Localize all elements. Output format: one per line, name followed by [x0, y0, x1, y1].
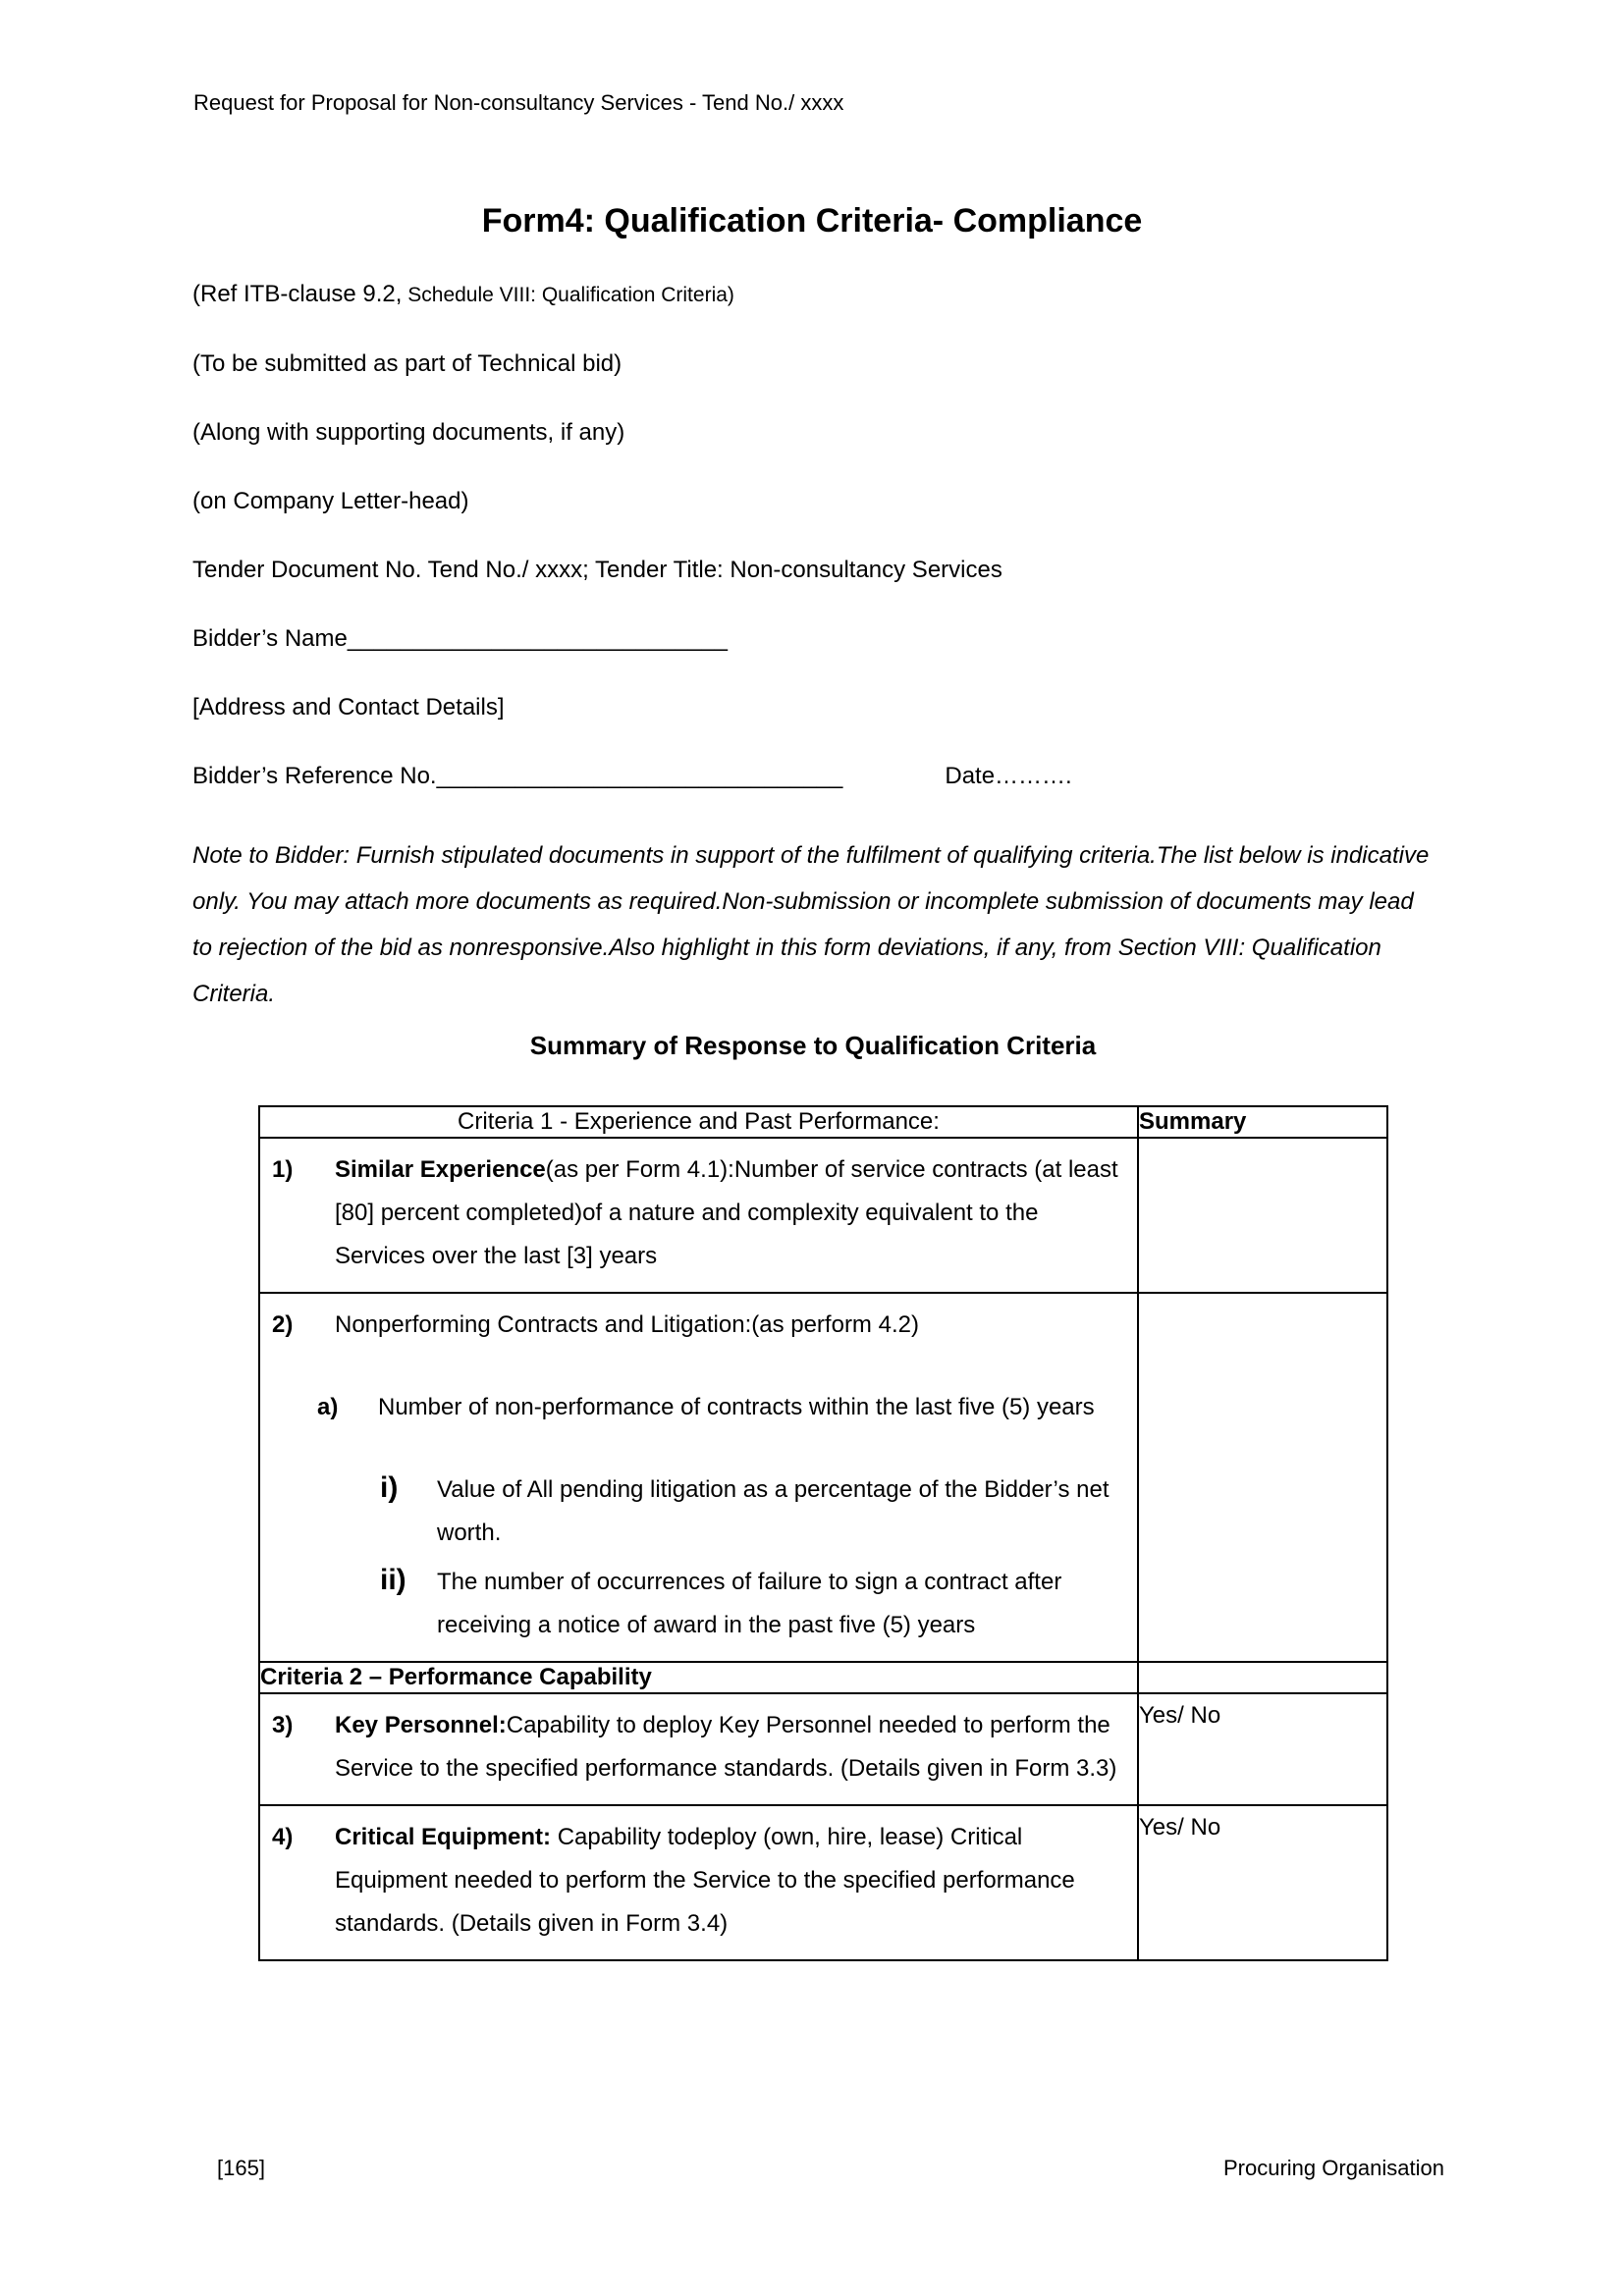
summary-header-cell: Summary [1138, 1106, 1387, 1138]
nonperforming-contracts-cell [259, 1293, 1138, 1662]
subitem-letter: a) [317, 1394, 339, 1420]
ref-itb-schedule: Schedule VIII: Qualification Criteria) [402, 284, 734, 306]
note-to-bidder: Note to Bidder: Furnish stipulated documents in support of the fulfilment of qualifying criteria.The list below is indicative only. You may attach more documents as required.Non-submission or incomplete submission of documents may lead to rejection of the bid as nonresponsive.Also highlight in this form deviations, if any, from Section VIII: Qualification Criteria. [192, 842, 1430, 1007]
bidder-name-blank: _____________________________ [347, 625, 728, 652]
table-row-criteria2-section [259, 1662, 1387, 1693]
table-header-row [259, 1106, 1387, 1138]
key-personnel-cell [259, 1693, 1138, 1805]
critical-equipment-cell [259, 1805, 1138, 1960]
document-body [192, 282, 1434, 1961]
similar-experience-summary-cell [1138, 1138, 1387, 1293]
technical-bid-line: (To be submitted as part of Technical bid) [192, 350, 623, 377]
page-number: [165] [217, 2156, 265, 2180]
item-number: 1) [272, 1156, 294, 1183]
tender-doc-line: Tender Document No. Tend No./ xxxx; Tender Title: Non-consultancy Services [192, 557, 1002, 583]
footer-organisation: Procuring Organisation [1222, 2156, 1444, 2180]
reference-no-label: Bidder’s Reference No. [192, 763, 437, 789]
ref-itb-line [192, 282, 1434, 308]
supporting-docs-line: (Along with supporting documents, if any) [192, 419, 625, 446]
running-header: Request for Proposal for Non-consultancy Services - Tend No./ xxxx [193, 90, 844, 115]
similar-experience-text: (as per Form 4.1):Number of service contracts (at least [80] percent completed)of a nature and complexity equivalent to the Services over the last [3] years [335, 1156, 1118, 1269]
critical-equipment-summary-cell: Yes/ No [1138, 1805, 1387, 1960]
item-number: 2) [272, 1311, 294, 1338]
similar-experience-bold: Similar Experience [335, 1156, 546, 1183]
critical-equipment-text: Capability todeploy (own, hire, lease) Critical Equipment needed to perform the Service to the specified performance standards. (Details given in Form 3.4) [335, 1824, 1075, 1937]
subitem-a-text: Number of non-performance of contracts within the last five (5) years [378, 1394, 1095, 1420]
table-row-critical-equipment [259, 1805, 1387, 1960]
criteria2-summary-cell [1138, 1662, 1387, 1693]
table-row-similar-experience [259, 1138, 1387, 1293]
key-personnel-text: Capability to deploy Key Personnel needed to perform the Service to the specified performance standards. (Details given in Form 3.3) [335, 1712, 1117, 1782]
table-row-key-personnel [259, 1693, 1387, 1805]
item-number: 3) [272, 1712, 294, 1738]
bidder-name-line [192, 626, 1434, 652]
subitem-i-text: Value of All pending litigation as a percentage of the Bidder’s net worth. [437, 1476, 1110, 1546]
criteria2-section-cell: Criteria 2 – Performance Capability [259, 1662, 1138, 1693]
key-personnel-bold: Key Personnel: [335, 1712, 507, 1738]
letterhead-line: (on Company Letter-head) [192, 488, 469, 514]
page-title: Form4: Qualification Criteria- Compliance [481, 202, 1143, 240]
bidder-name-label: Bidder’s Name [192, 625, 348, 652]
critical-equipment-bold: Critical Equipment: [335, 1824, 552, 1850]
ref-itb-main: (Ref ITB-clause 9.2, [192, 281, 403, 307]
similar-experience-cell [259, 1138, 1138, 1293]
table-row-nonperforming-contracts [259, 1293, 1387, 1662]
qualification-criteria-table [258, 1105, 1388, 1961]
item-number: 4) [272, 1824, 294, 1850]
date-label: Date………. [945, 763, 1072, 789]
summary-heading: Summary of Response to Qualification Criteria [529, 1031, 1097, 1060]
key-personnel-summary-cell: Yes/ No [1138, 1693, 1387, 1805]
criteria1-header-cell: Criteria 1 - Experience and Past Performance: [259, 1106, 1138, 1138]
reference-date-line [192, 764, 1434, 789]
subitem-ii-text: The number of occurrences of failure to sign a contract after receiving a notice of award in the past five (5) years [437, 1569, 1062, 1638]
subitem-roman-i: i) [380, 1471, 399, 1504]
subitem-roman-ii: ii) [380, 1564, 406, 1596]
reference-no-blank: _______________________________ [436, 763, 843, 789]
address-line: [Address and Contact Details] [192, 694, 505, 721]
nonperforming-contracts-summary-cell [1138, 1293, 1387, 1662]
nonperforming-contracts-text: Nonperforming Contracts and Litigation:(as perform 4.2) [335, 1311, 919, 1338]
reference-no-part [192, 764, 842, 789]
